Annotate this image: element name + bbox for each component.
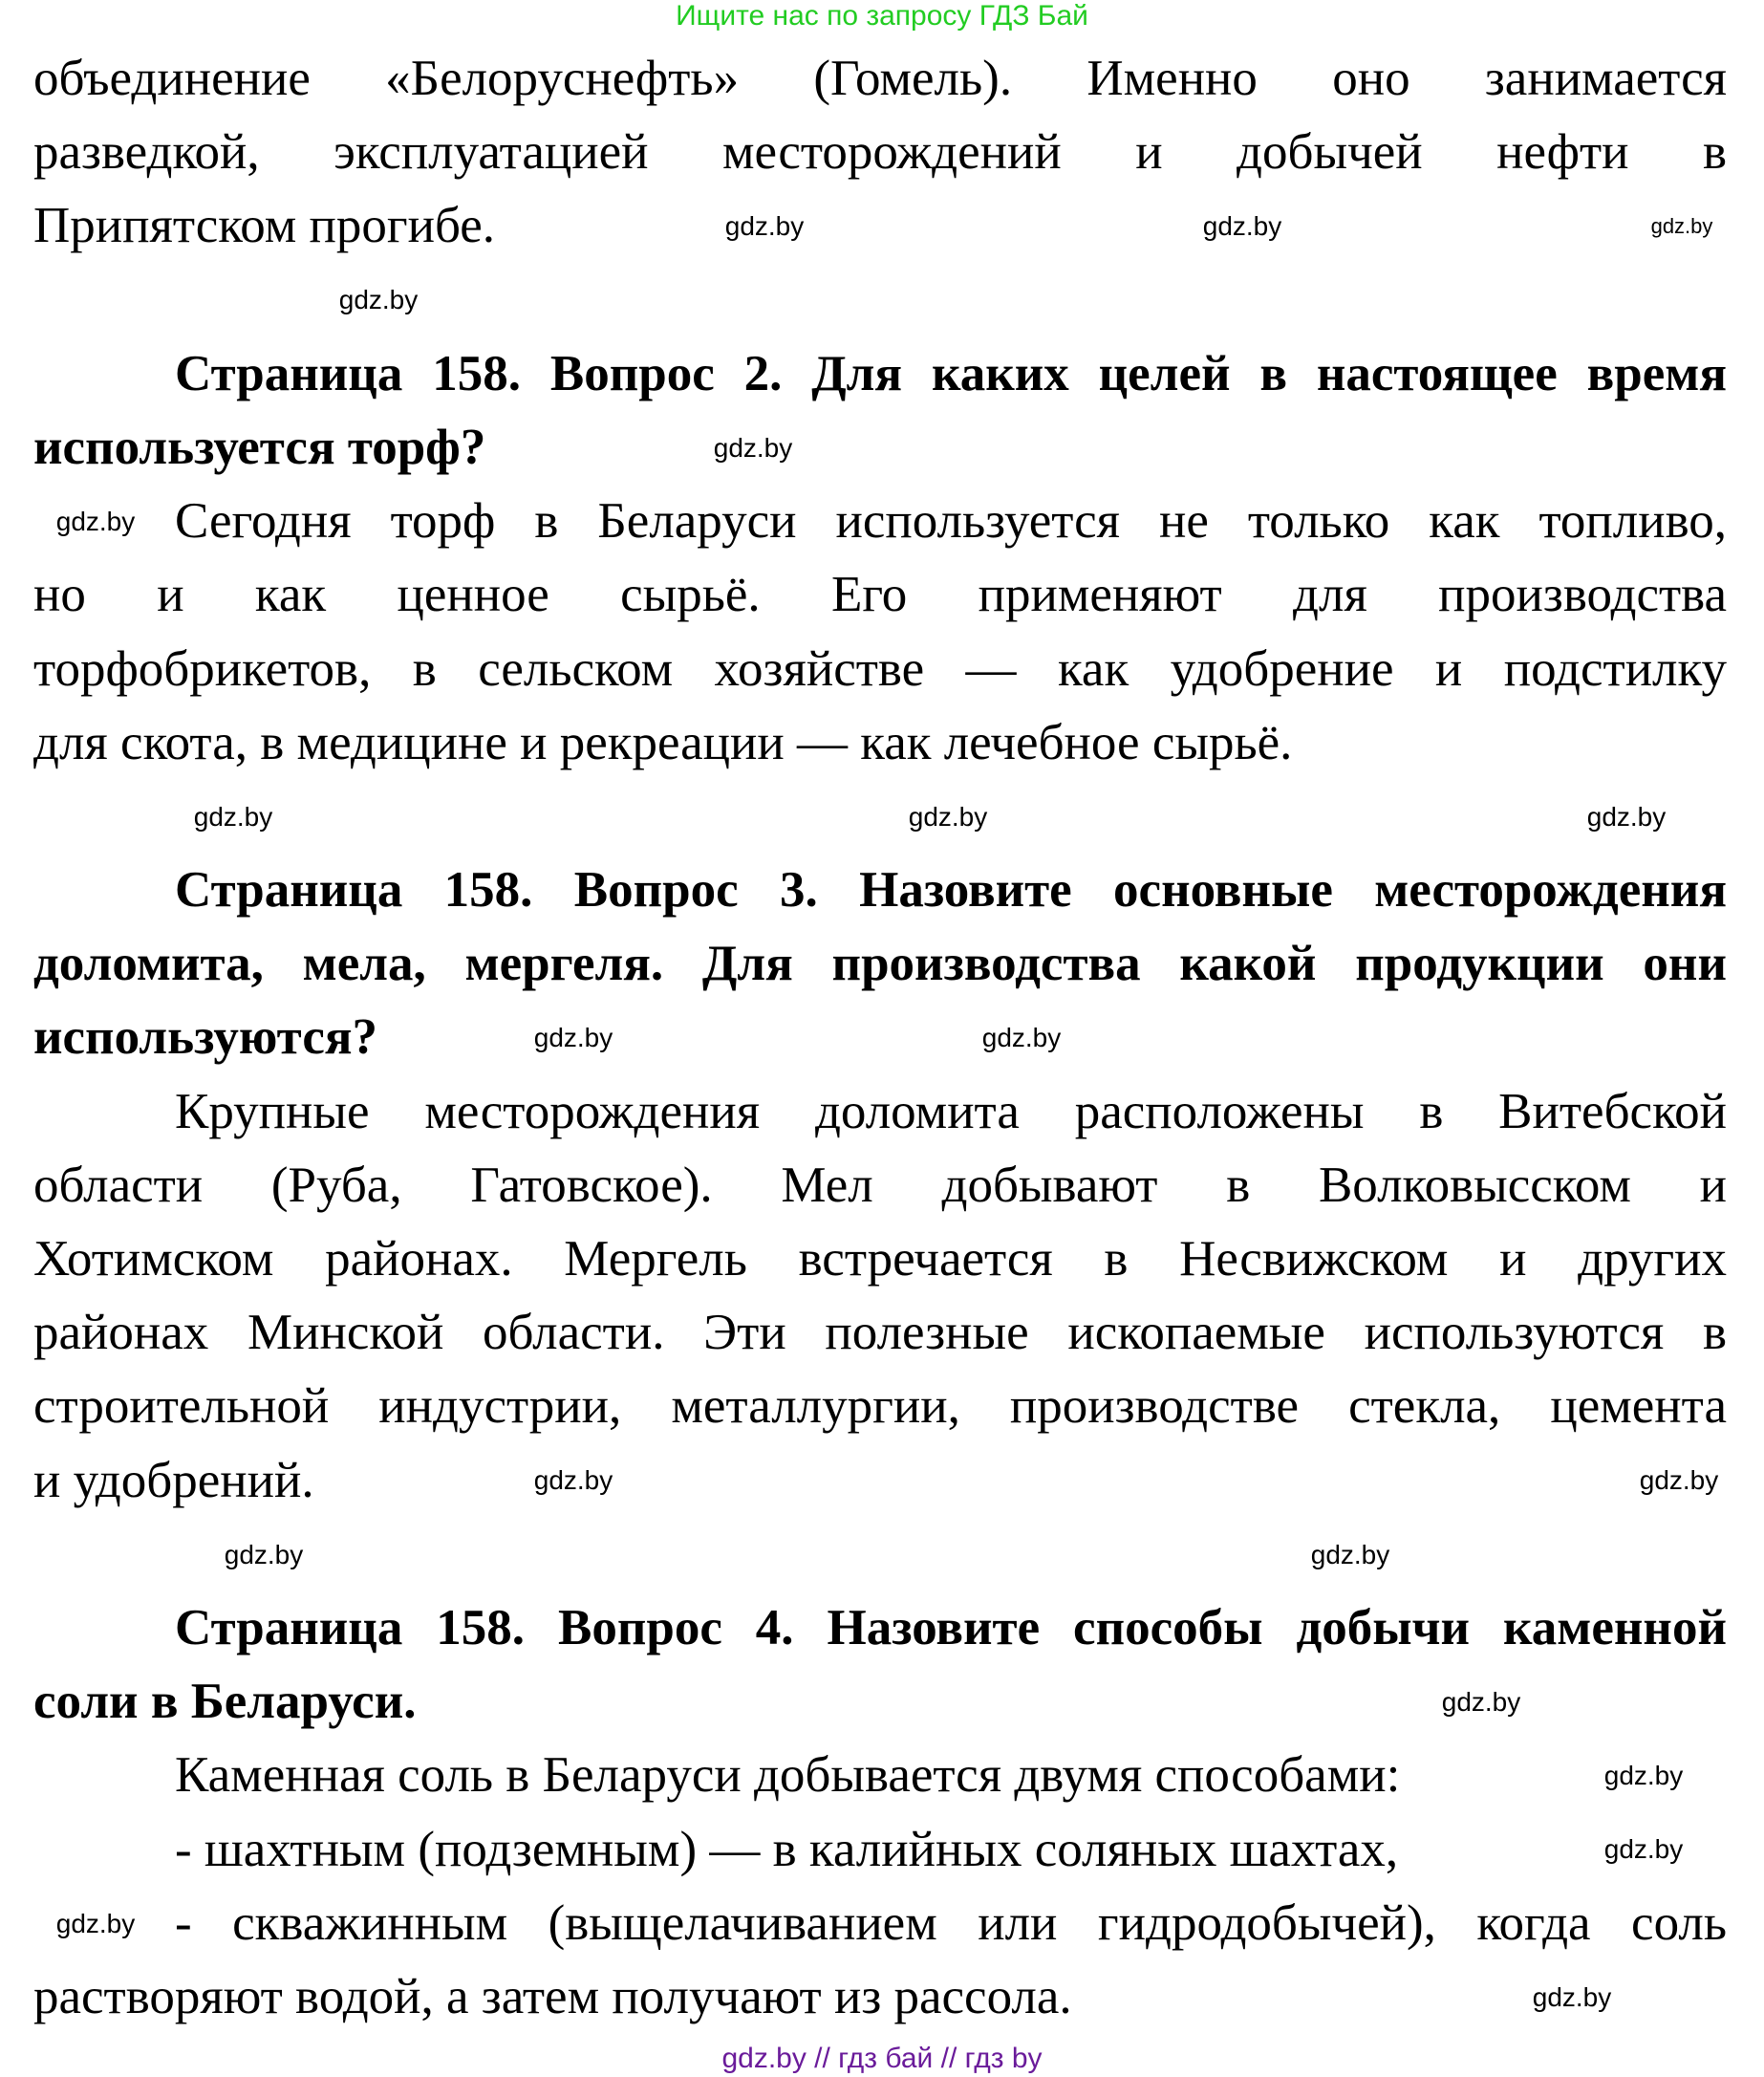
watermark-text: gdz.by xyxy=(193,802,273,832)
watermark-text: gdz.by xyxy=(1639,1465,1719,1495)
text-line: Крупные месторождения доломита расположены в Витебской xyxy=(175,1083,1727,1139)
question-heading-line: доломита, мела, мергеля. Для производства какой продукции они xyxy=(33,936,1727,992)
text-line: районах Минской области. Эти полезные ископаемые используются в xyxy=(33,1305,1727,1361)
watermark-text: gdz.by xyxy=(338,285,419,314)
text-line: и удобрений. xyxy=(33,1452,314,1508)
text-line: Хотимском районах. Мергель встречается в Несвижском и других xyxy=(33,1231,1727,1287)
blank-line xyxy=(33,264,1727,337)
watermark-text: gdz.by xyxy=(1310,1540,1390,1569)
question-heading-line: Страница 158. Вопрос 3. Назовите основные месторождения xyxy=(175,862,1727,919)
text-line: торфобрикетов, в сельском хозяйстве — как удобрение и подстилку xyxy=(33,640,1727,697)
question-heading-line: Страница 158. Вопрос 4. Назовите способы добычи каменной xyxy=(175,1599,1727,1655)
watermark-text: gdz.by xyxy=(713,433,793,463)
document-body xyxy=(33,42,1727,2034)
question-heading-line: используется торф? xyxy=(33,419,486,475)
watermark-text: gdz.by xyxy=(533,1465,613,1495)
blank-line xyxy=(33,780,1727,854)
watermark-text: gdz.by xyxy=(533,1023,613,1052)
text-line: разведкой, эксплуатацией месторождений и добычей нефти в xyxy=(33,124,1727,181)
text-line: растворяют водой, а затем получают из рассола. xyxy=(33,1968,1072,2024)
watermark-text: gdz.by xyxy=(55,507,136,536)
watermark-text: gdz.by xyxy=(724,211,805,241)
watermark-text: gdz.by xyxy=(1586,802,1667,832)
watermark-text: gdz.by xyxy=(1441,1687,1521,1717)
watermark-text: gdz.by xyxy=(1603,1761,1684,1790)
question-heading-line: соли в Беларуси. xyxy=(33,1674,417,1730)
watermark-text: gdz.by xyxy=(1650,214,1713,238)
text-line: Припятском прогибе. xyxy=(33,198,496,254)
watermark-text: gdz.by xyxy=(1202,211,1282,241)
search-banner: Ищите нас по запросу ГДЗ Бай xyxy=(676,0,1088,32)
question-heading-line: используются? xyxy=(33,1009,378,1066)
watermark-text: gdz.by xyxy=(908,802,988,832)
text-line: - скважинным (выщелачиванием или гидродобычей), когда соль xyxy=(175,1894,1727,1951)
text-line: но и как ценное сырьё. Его применяют для производства xyxy=(33,567,1727,623)
text-line: для скота, в медицине и рекреации — как лечебное сырьё. xyxy=(33,714,1293,770)
text-line: строительной индустрии, металлургии, производстве стекла, цемента xyxy=(33,1378,1727,1435)
text-line: Сегодня торф в Беларуси используется не только как топливо, xyxy=(175,493,1727,550)
watermark-text: gdz.by xyxy=(1532,1982,1612,2012)
text-line: объединение «Белоруснефть» (Гомель). Именно оно занимается xyxy=(33,51,1727,106)
watermark-text: gdz.by xyxy=(55,1909,136,1938)
text-line: - шахтным (подземным) — в калийных соляных шахтах, xyxy=(175,1821,1399,1877)
footer-watermark: gdz.by // гдз бай // гдз by xyxy=(721,2043,1043,2074)
question-heading-line: Страница 158. Вопрос 2. Для каких целей в настоящее время xyxy=(175,345,1727,401)
text-line: области (Руба, Гатовское). Мел добывают в Волковысском и xyxy=(33,1157,1727,1213)
text-line: Каменная соль в Беларуси добывается двумя способами: xyxy=(175,1747,1401,1804)
watermark-text: gdz.by xyxy=(224,1540,304,1569)
watermark-text: gdz.by xyxy=(1603,1834,1684,1864)
watermark-text: gdz.by xyxy=(981,1023,1062,1052)
